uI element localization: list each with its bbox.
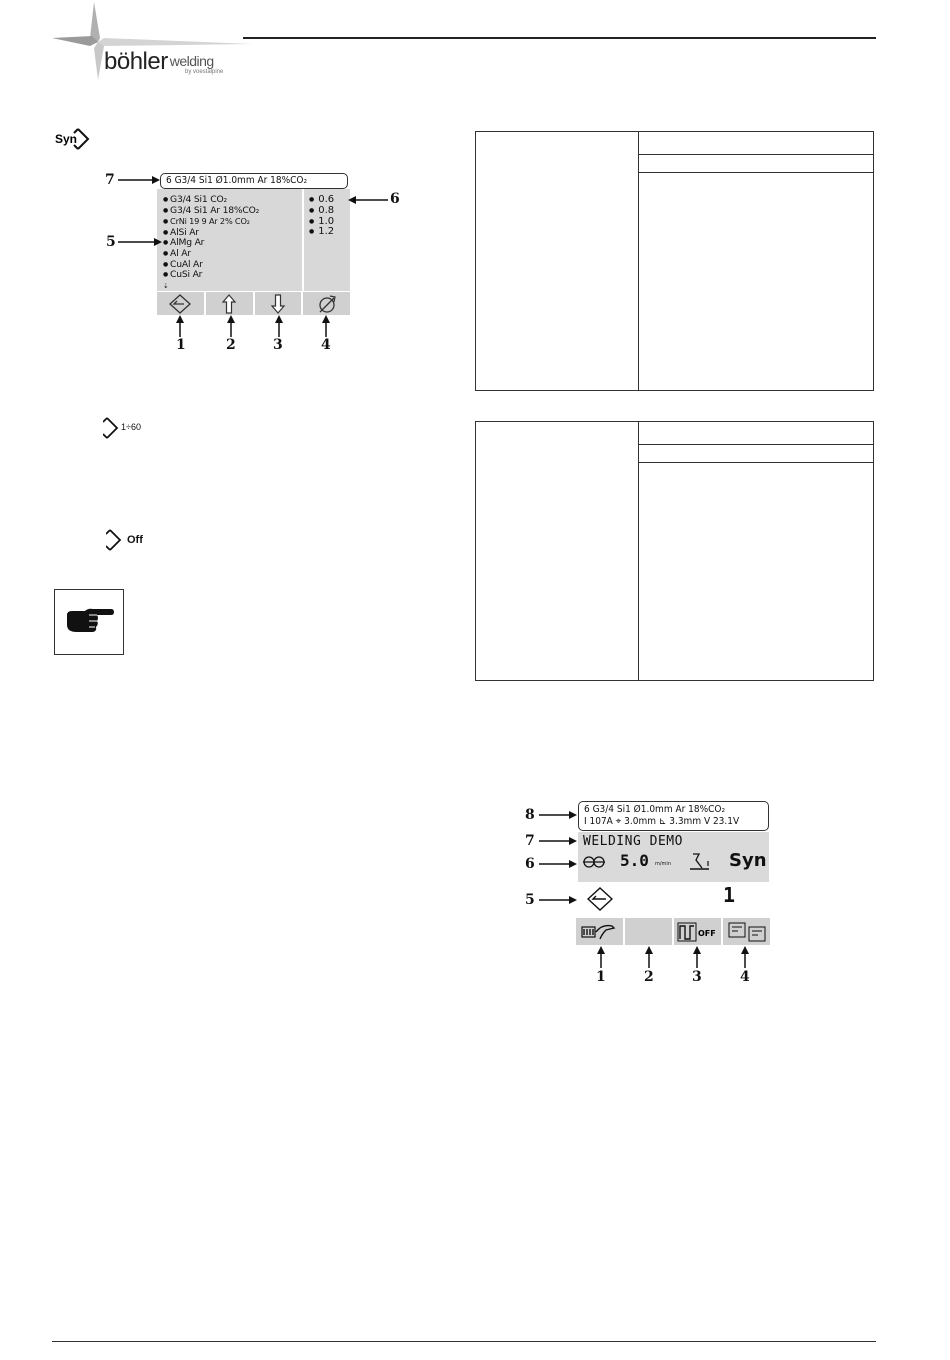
svg-text:OFF: OFF [697, 928, 716, 938]
softkey-enter[interactable] [157, 292, 206, 315]
table-left-column [475, 421, 639, 681]
softkey-bar [576, 918, 770, 945]
softkey-bar [157, 292, 350, 315]
callout-arrow-up-icon [691, 946, 703, 968]
torch-icon [580, 922, 620, 942]
diameter-icon [316, 294, 338, 314]
job-number: 1 [723, 883, 736, 907]
callout-arrow-up-icon [739, 946, 751, 968]
softkey-torch[interactable] [576, 918, 625, 945]
material-item[interactable]: ● Al Ar [163, 249, 259, 260]
header-rule [243, 37, 876, 39]
status-line-material: 6 G3/4 Si1 Ø1.0mm Ar 18%CO₂ [584, 804, 726, 815]
callout-arrow-right-icon [539, 835, 577, 847]
pulse-off-icon [677, 922, 719, 942]
note-box [54, 589, 124, 655]
material-header-line: 6 G3/4 Si1 Ø1.0mm Ar 18%CO₂ [160, 173, 348, 189]
table-row-divider [638, 154, 874, 155]
scroll-more-icon: ⇣ [163, 281, 169, 290]
status-line-params: I 107A ⌖ 3.0mm ⊾ 3.3mm V 23.1V [584, 815, 740, 827]
callout-arrow-up-icon [174, 315, 186, 337]
lcd-column-divider [302, 189, 304, 291]
callout-number: 3 [273, 337, 283, 353]
material-item[interactable]: ● CrNi 19 9 Ar 2% CO₂ [163, 216, 259, 228]
callout-number: 1 [596, 969, 606, 985]
callout-arrow-up-icon [595, 946, 607, 968]
diameter-item[interactable]: ● 1.2 [309, 227, 334, 238]
callout-arrow-up-icon [225, 315, 237, 337]
callout-arrow-right-icon [118, 174, 160, 186]
material-list [163, 195, 259, 291]
brand-name: böhler welding [104, 48, 214, 75]
callout-number: 4 [321, 337, 331, 353]
callout-arrow-right-icon [539, 858, 577, 870]
softkey-diameter[interactable] [303, 292, 350, 315]
softkey-blank[interactable] [625, 918, 674, 945]
callout-number: 7 [525, 833, 535, 849]
diameter-item[interactable]: ● 1.0 [309, 217, 334, 228]
callout-number: 4 [740, 969, 750, 985]
brand-tagline: by voestalpine [185, 69, 224, 75]
softkey-up[interactable] [206, 292, 255, 315]
svg-text:Syn: Syn [55, 132, 78, 146]
table-right-column [638, 131, 874, 391]
table-row-divider [638, 462, 874, 463]
callout-number: 7 [105, 172, 115, 188]
softkey-pulse-off[interactable] [674, 918, 723, 945]
wire-speed-value[interactable]: 5.0 [620, 851, 649, 870]
material-item[interactable]: ● G3/4 Si1 CO₂ [163, 195, 259, 206]
arrow-up-icon [221, 294, 237, 314]
callout-arrow-up-icon [643, 946, 655, 968]
off-mode-label: Off [127, 534, 143, 546]
callout-number: 3 [692, 969, 702, 985]
callout-number: 2 [644, 969, 654, 985]
table-row-divider [638, 172, 874, 173]
diameter-item[interactable]: ● 0.6 [309, 195, 334, 206]
callout-arrow-right-icon [539, 894, 577, 906]
callout-number: 6 [390, 191, 400, 207]
callout-arrow-left-icon [348, 194, 388, 206]
status-header [578, 801, 769, 831]
callout-number: 2 [226, 337, 236, 353]
syn-mode-icon [55, 126, 95, 152]
interval-mode-label: 1÷60 [121, 422, 141, 432]
table-right-column [638, 421, 874, 681]
diameter-item[interactable]: ● 0.8 [309, 206, 334, 217]
diameter-list [309, 195, 334, 238]
material-item[interactable]: ● CuAl Ar [163, 260, 259, 271]
program-title: WELDING DEMO [583, 834, 683, 849]
material-item[interactable]: ● AlMg Ar [163, 238, 259, 249]
table-left-column [475, 131, 639, 391]
enter-icon [587, 887, 613, 911]
arrow-down-icon [270, 294, 286, 314]
callout-number: 8 [525, 807, 535, 823]
pointing-hand-icon [55, 590, 123, 654]
callout-arrow-right-icon [118, 236, 162, 248]
callout-number: 6 [525, 856, 535, 872]
callout-number: 5 [106, 234, 116, 250]
footer-rule [52, 1341, 876, 1342]
callout-arrow-up-icon [320, 315, 332, 337]
program-icon [727, 921, 767, 943]
syn-mode-label: Syn [729, 850, 767, 871]
softkey-down[interactable] [255, 292, 304, 315]
table-row-divider [638, 444, 874, 445]
callout-arrow-right-icon [539, 809, 577, 821]
material-item[interactable]: ● CuSi Ar [163, 270, 259, 281]
wire-feed-icon [583, 854, 605, 870]
material-item[interactable]: ● AlSi Ar [163, 228, 259, 239]
softkey-program[interactable] [723, 918, 770, 945]
enter-icon [168, 294, 192, 314]
callout-number: 5 [525, 892, 535, 908]
thickness-icon [689, 852, 713, 872]
callout-arrow-up-icon [273, 315, 285, 337]
wire-speed-unit: m/min [655, 861, 671, 867]
callout-number: 1 [176, 337, 186, 353]
material-item[interactable]: ● G3/4 Si1 Ar 18%CO₂ [163, 206, 259, 217]
